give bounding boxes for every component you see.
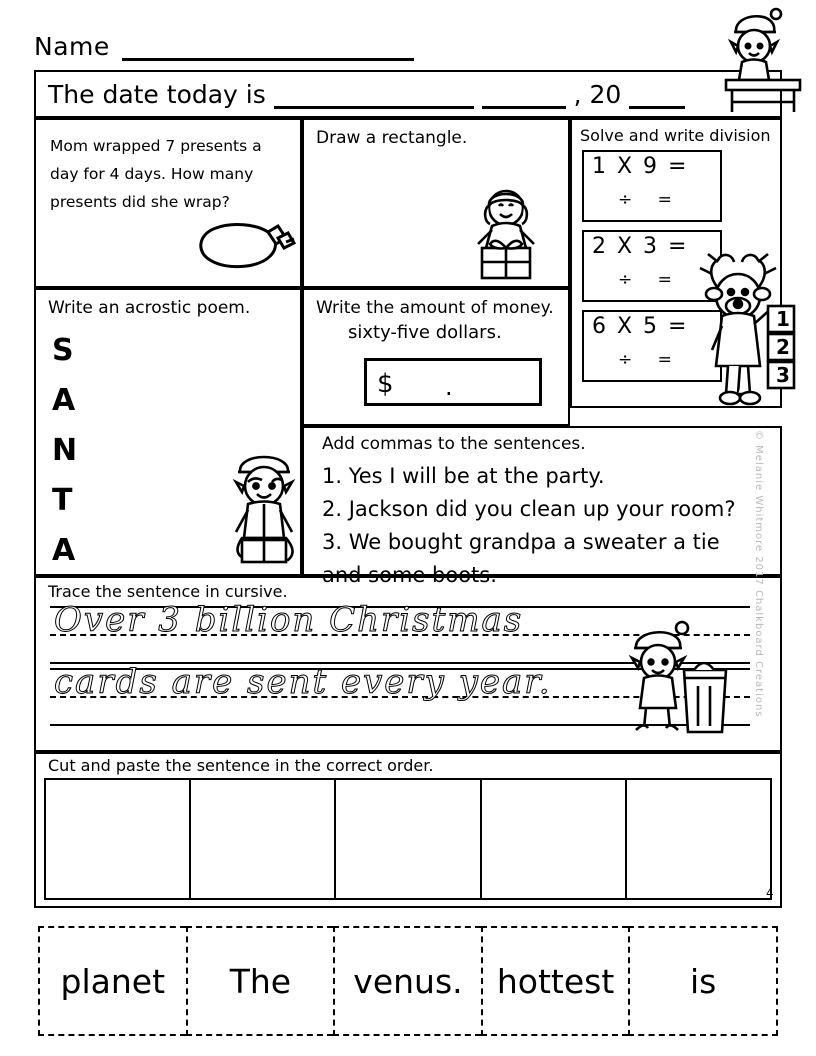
cutout-word[interactable]: hottest (481, 926, 629, 1036)
name-label: Name (34, 32, 110, 61)
paste-cell[interactable] (189, 778, 334, 900)
christmas-light-bulb-icon (186, 216, 296, 282)
word-problem-text: Mom wrapped 7 presents a day for 4 days. How many presents did she wrap? (50, 137, 262, 211)
acrostic-letter: A (52, 533, 76, 568)
cutout-word[interactable]: planet (38, 926, 186, 1036)
division-equation: ÷ = (618, 190, 682, 210)
acrostic-letter: A (52, 383, 76, 418)
dollar-sign-icon: $ (377, 369, 394, 399)
money-title: Write the amount of money. (316, 298, 554, 318)
money-amount-words: sixty-five dollars. (348, 322, 502, 343)
money-answer-field[interactable] (364, 358, 542, 406)
commas-sentence: 1. Yes I will be at the party. (322, 464, 605, 488)
division-multiplication: 2 X 3 = (592, 234, 689, 259)
acrostic-letters (52, 326, 77, 576)
cursive-text-line-1: Over 3 billion Christmas (54, 600, 524, 640)
commas-sentence-list (322, 460, 762, 592)
cursive-trace-box[interactable] (34, 576, 782, 752)
date-line (48, 80, 685, 109)
word-problem-box (34, 118, 302, 288)
cutout-word[interactable]: is (628, 926, 778, 1036)
date-prefix-label: The date today is (48, 80, 266, 109)
date-month-blank[interactable] (274, 84, 474, 109)
division-equation: ÷ = (618, 270, 682, 290)
svg-text:1: 1 (776, 307, 790, 331)
page-number: 4 (766, 886, 774, 900)
name-row (34, 32, 434, 66)
money-box[interactable] (302, 288, 570, 426)
date-day-blank[interactable] (482, 84, 566, 109)
acrostic-title: Write an acrostic poem. (48, 298, 251, 318)
cutout-word-strip (38, 926, 778, 1036)
division-multiplication: 6 X 5 = (592, 314, 689, 339)
date-year-blank[interactable] (629, 84, 685, 109)
cutout-word[interactable]: The (186, 926, 334, 1036)
elf-with-gift-bag-icon (622, 618, 734, 744)
decimal-point: . (445, 373, 453, 401)
commas-sentence: 3. We bought grandpa a sweater a tie and some boots. (322, 530, 720, 587)
watermark-text: © Melanie Whitmore 2017 Chalkboard Creations (753, 430, 764, 718)
draw-rectangle-title: Draw a rectangle. (316, 128, 468, 148)
commas-title: Add commas to the sentences. (322, 434, 586, 454)
paste-cell[interactable] (480, 778, 625, 900)
cut-and-paste-grid (44, 778, 772, 900)
elf-at-desk-icon (716, 6, 812, 116)
date-suffix-label: , 20 (573, 80, 622, 109)
division-title: Solve and write division (580, 126, 771, 145)
girl-with-present-icon (454, 182, 558, 286)
paste-cell[interactable] (44, 778, 189, 900)
draw-rectangle-box[interactable] (302, 118, 570, 288)
date-row (34, 70, 782, 118)
acrostic-letter: S (52, 333, 74, 368)
svg-text:2: 2 (776, 335, 790, 359)
acrostic-letter: T (52, 483, 73, 518)
cursive-title: Trace the sentence in cursive. (48, 582, 288, 601)
cut-and-paste-box (34, 752, 782, 908)
commas-sentence: 2. Jackson did you clean up your room? (322, 497, 736, 521)
division-card[interactable] (582, 150, 722, 222)
reindeer-with-123-blocks-icon (694, 246, 804, 424)
paste-cell[interactable] (625, 778, 772, 900)
cursive-text-line-2: cards are sent every year. (54, 662, 552, 702)
commas-box[interactable] (302, 426, 782, 587)
division-multiplication: 1 X 9 = (592, 154, 689, 179)
acrostic-letter: N (52, 433, 78, 468)
division-equation: ÷ = (618, 350, 682, 370)
acrostic-box[interactable] (34, 288, 302, 576)
cutout-word[interactable]: venus. (333, 926, 481, 1036)
svg-text:3: 3 (776, 363, 790, 387)
cut-and-paste-title: Cut and paste the sentence in the correct order. (48, 756, 434, 775)
name-blank-line[interactable] (122, 58, 414, 61)
paste-cell[interactable] (334, 778, 479, 900)
